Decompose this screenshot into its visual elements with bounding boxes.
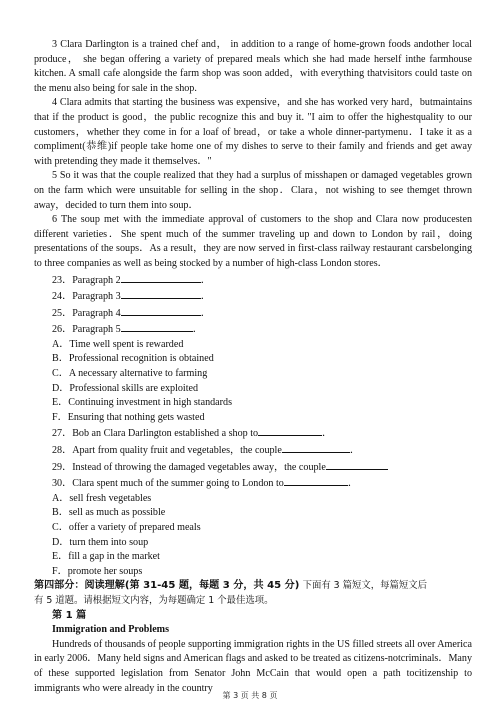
option-d: D．turn them into soup <box>52 536 149 548</box>
question-25 <box>34 305 472 322</box>
question-text: Clara spent much of the summer going to London to <box>72 478 284 490</box>
question-number: 24． <box>52 291 73 303</box>
option-e: E．fill a gap in the market <box>52 551 160 563</box>
question-28 <box>34 442 472 459</box>
option-a: A．Time well spent is rewarded <box>52 338 184 350</box>
question-number: 23． <box>52 274 73 286</box>
answer-blank[interactable] <box>121 305 201 316</box>
option-b: B．sell as much as possible <box>52 507 166 519</box>
answer-blank[interactable] <box>121 272 201 283</box>
page-footer: 第 3 页 共 8 页 <box>222 691 278 700</box>
option-a: A．sell fresh vegetables <box>52 492 152 504</box>
paragraph-5: 5 So it was that the couple realized that they had a surplus of misshapen or damaged vegetables grown on the farm which were unsuitable for selling in the shop．Clara，not wishing to see themget thrown away，decided to turn them into soup． <box>34 170 472 211</box>
option-f: F．Ensuring that nothing gets wasted <box>52 411 205 423</box>
answer-blank[interactable] <box>121 321 193 332</box>
question-text: Paragraph 4 <box>72 307 121 319</box>
question-number: 28． <box>52 445 73 457</box>
question-text: Instead of throwing the damaged vegetables away，the couple <box>72 461 326 473</box>
question-end: ． <box>322 428 333 440</box>
passage-title: Immigration and Problems <box>52 624 170 636</box>
passage-text: Hundreds of thousands of people supporting immigration rights in the US filled streets all over America in early 2006．Many held signs and American flags and asked to be treated as citizens-notcriminals．Many of these supported legislation from Senator John McCain that would open a path tocitizenship to immigrants who were already in the country <box>34 638 472 694</box>
question-text: Paragraph 2 <box>72 274 121 286</box>
question-text: Apart from quality fruit and vegetables，the couple <box>72 445 282 457</box>
question-end: ． <box>200 307 211 319</box>
question-number: 27． <box>52 428 73 440</box>
option-c: C．A necessary alternative to farming <box>52 368 208 380</box>
option-d: D．Professional skills are exploited <box>52 382 199 394</box>
option-b: B．Professional recognition is obtained <box>52 353 214 365</box>
question-text: Paragraph 3 <box>72 291 121 303</box>
question-end: ． <box>349 445 360 457</box>
question-end: ． <box>347 478 358 490</box>
answer-blank[interactable] <box>282 442 350 453</box>
section-instructions-line-2: 有 5 道题。请根据短文内容，为每题确定 1 个最佳选项。 <box>34 594 274 606</box>
question-27 <box>34 425 472 442</box>
question-end: ． <box>200 274 211 286</box>
answer-blank[interactable] <box>326 459 388 470</box>
question-number: 25． <box>52 307 73 319</box>
question-end: ． <box>192 324 203 336</box>
question-23 <box>34 272 472 289</box>
question-number: 26． <box>52 324 73 336</box>
question-30 <box>34 475 472 492</box>
question-text: Bob an Clara Darlington established a shop to <box>72 428 259 440</box>
section-instructions-cont <box>34 594 472 609</box>
answer-blank[interactable] <box>258 425 322 436</box>
option-f: F．promote her soups <box>52 565 143 577</box>
paragraph-3: 3 Clara Darlington is a trained chef and， in addition to a range of home-grown foods andother local produce， she began offering a variety of prepared meals which she had made herself inthe farmhouse kitchen. A small cafe alongside the farm shop was soon added，with everything thatvisitors could taste on the menu also being for sale in the shop. <box>34 39 472 94</box>
answer-blank[interactable] <box>121 288 201 299</box>
option-e: E．Continuing investment in high standards <box>52 397 232 409</box>
paragraph-4: 4 Clara admits that starting the business was expensive，and she has worked very hard，butmaintains that if the product is good，the public recognize this and buy it. "I aim to offer the highestquality to our customers，whether they come in for a loaf of bread，or take a whole dinner-partymenu．I take it as a compliment(恭维)if people take home one of my dishes to serve to their family and friends and get away with pretending they made it themselves．" <box>34 97 472 167</box>
exam-page <box>34 38 472 696</box>
question-end: ． <box>200 291 211 303</box>
question-number: 29． <box>52 461 73 473</box>
answer-blank[interactable] <box>284 475 348 486</box>
section-title: 第四部分：阅读理解(第 31-45 题，每题 3 分，共 45 分) <box>34 580 300 592</box>
option-c: C．offer a variety of prepared meals <box>52 522 201 533</box>
question-29 <box>34 459 472 476</box>
paragraph-6: 6 The soup met with the immediate approval of customers to the shop and Clara now producesten different varieties．She spent much of the summer traveling up and down to London by rail，doing presentations of the soups．As a result，they are now served in first-class railway restaurant carsbelonging to three companies as well as being stocked by a number of high-class London stores． <box>34 214 472 269</box>
question-number: 30． <box>52 478 73 490</box>
question-text: Paragraph 5 <box>72 324 121 336</box>
passage-number: 第 1 篇 <box>52 609 87 621</box>
question-26 <box>34 321 472 338</box>
question-24 <box>34 288 472 305</box>
section-heading <box>34 579 472 594</box>
section-instructions: 下面有 3 篇短文，每篇短文后 <box>302 580 428 592</box>
